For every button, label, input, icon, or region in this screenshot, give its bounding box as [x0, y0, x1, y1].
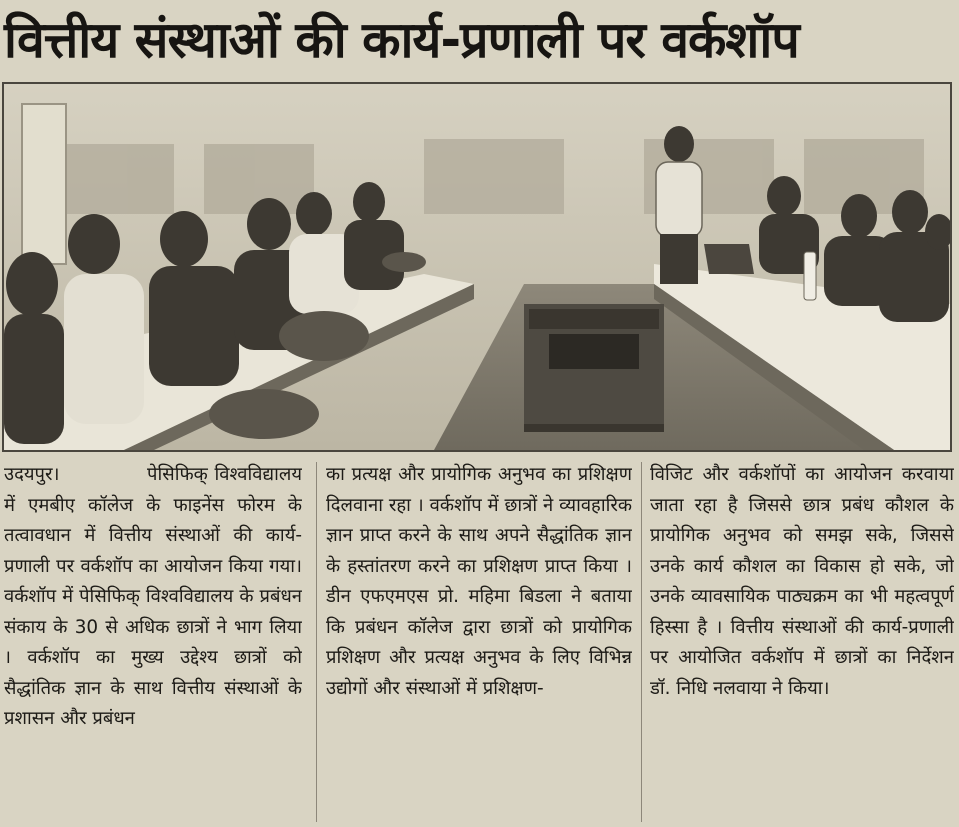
column-text: पेसिफिक् विश्वविद्यालय में एमबीए कॉलेज के फाइनेंस फोरम के तत्वावधान में वित्तीय संस्थाओं की कार्य-प्रणाली पर वर्कशॉप का आयोजन किया गया। वर्कशॉप में पेसिफिक् विश्वविद्यालय के प्रबंधन संकाय के 30 से अधिक छात्रों ने भाग लिया । वर्कशॉप का मुख्य उद्देश्य छात्रों को सैद्धांतिक ज्ञान के साथ वित्तीय संस्थाओं के प्रशासन और प्रबंधन — [4, 464, 302, 729]
column-divider — [316, 462, 317, 822]
article-column-3 — [650, 460, 954, 827]
column-text: विजिट और वर्कशॉपों का आयोजन करवाया जाता रहा है जिससे छात्र प्रबंध कौशल के प्रायोगिक अनुभव को समझ सके, जिससे उनके कार्य कौशल का विकास हो सके, जो उनके व्यावसायिक पाठ्यक्रम का भी महत्वपूर्ण हिस्सा है । वित्तीय संस्थाओं की कार्य-प्रणाली पर आयोजित वर्कशॉप में छात्रों का निर्देशन डॉ. निधि नलवाया ने किया। — [650, 464, 954, 699]
news-photo — [2, 82, 952, 452]
article-column-1 — [4, 460, 302, 827]
dateline: उदयपुर। — [4, 464, 60, 485]
column-text: का प्रत्यक्ष और प्रायोगिक अनुभव का प्रशिक्षण दिलवाना रहा । वर्कशॉप में छात्रों ने व्यावहारिक ज्ञान प्राप्त करने के साथ अपने सैद्धांतिक ज्ञान के हस्तांतरण करने का प्रशिक्षण प्राप्त किया । डीन एफएमएस प्रो. महिमा बिडला ने बताया कि प्रबंधन कॉलेज द्वारा छात्रों को प्रायोगिक प्रशिक्षण और प्रत्यक्ष अनुभव के लिए विभिन्न उद्योगों और संस्थाओं में प्रशिक्षण- — [326, 464, 632, 699]
headline: वित्तीय संस्थाओं की कार्य-प्रणाली पर वर्कशॉप — [4, 11, 799, 69]
classroom-scene-illustration — [4, 84, 950, 450]
column-divider — [641, 462, 642, 822]
article-column-2 — [326, 460, 632, 827]
